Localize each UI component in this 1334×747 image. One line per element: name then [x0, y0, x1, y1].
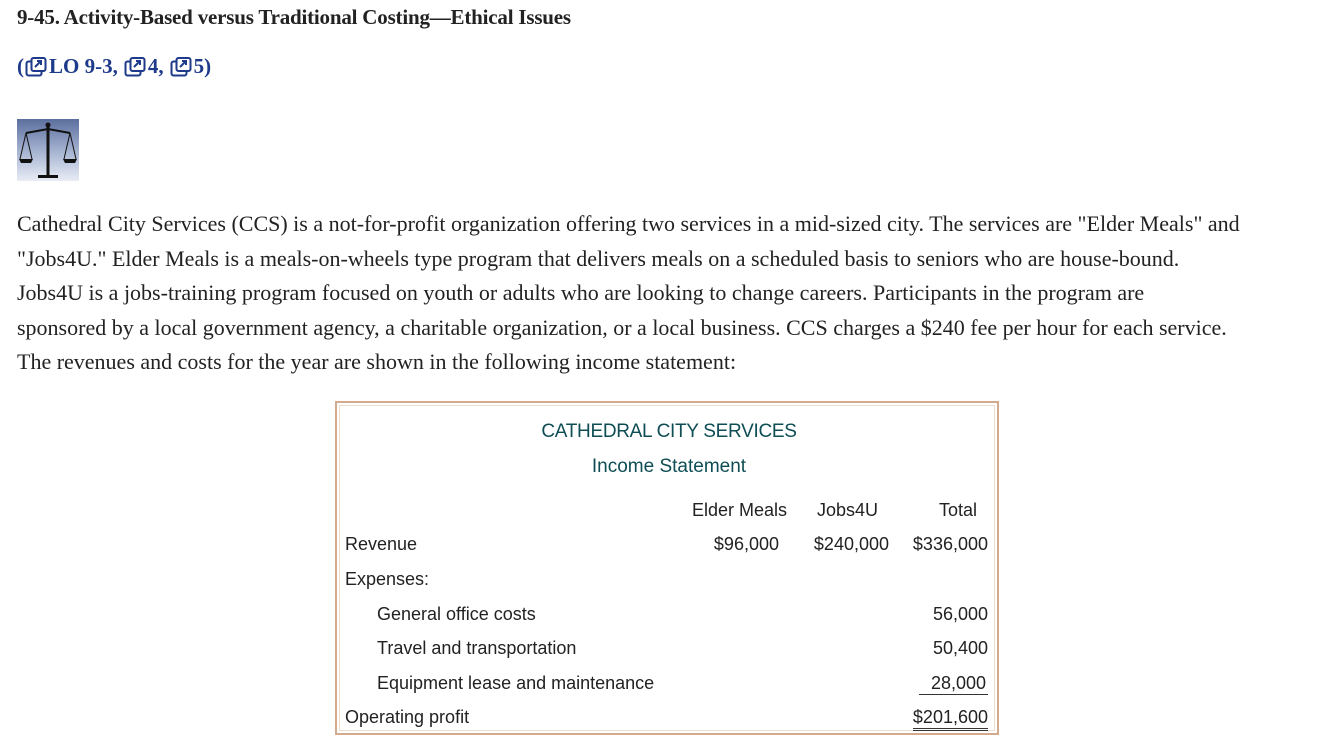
- operating-profit-total: $201,600: [913, 707, 988, 731]
- paragraph-line: The revenues and costs for the year are shown in the following income statement:: [17, 349, 737, 374]
- expense-label-general-office: General office costs: [377, 604, 536, 624]
- revenue-elder-meals: $96,000: [713, 534, 779, 554]
- column-header-jobs4u: Jobs4U: [817, 500, 879, 520]
- lo-link-label: 4,: [147, 54, 164, 78]
- expense-label-equipment: Equipment lease and maintenance: [377, 673, 655, 693]
- lo-link-label: LO 9-3,: [49, 54, 118, 78]
- lo-link-4[interactable]: [123, 54, 164, 79]
- expense-label-travel: Travel and transportation: [377, 638, 577, 658]
- paragraph-line: Jobs4U is a jobs-training program focused on youth or adults who are looking to change careers. Participants in the program are: [17, 280, 1145, 305]
- paragraph-line: sponsored by a local government agency, a charitable organization, or a local business. CCS charges a $240 fee per hour for each service.: [17, 314, 1227, 340]
- operating-profit-label: Operating profit: [345, 707, 470, 727]
- expenses-label: Expenses:: [345, 569, 430, 589]
- revenue-label: Revenue: [345, 534, 418, 554]
- scales-of-justice-icon: [17, 119, 79, 181]
- external-link-icon: [170, 57, 192, 77]
- statement-subtitle: Income Statement: [591, 456, 747, 477]
- external-link-icon: [124, 57, 146, 77]
- lo-link-label: 5: [193, 54, 205, 78]
- lo-link-5[interactable]: [169, 54, 205, 79]
- expense-value-equipment: 28,000: [919, 673, 988, 695]
- problem-title: 9-45. Activity-Based versus Traditional Costing—Ethical Issues: [17, 5, 571, 29]
- expense-value-general-office: 56,000: [932, 604, 988, 624]
- paragraph-line: "Jobs4U." Elder Meals is a meals-on-wheels type program that delivers meals on a scheduled basis to seniors who are house-bound.: [17, 245, 1180, 271]
- statement-company: CATHEDRAL CITY SERVICES: [541, 421, 797, 442]
- problem-description: [17, 207, 1322, 380]
- lo-open-paren: (: [17, 54, 24, 78]
- column-header-total: Total: [938, 500, 977, 520]
- external-link-icon: [25, 57, 47, 77]
- lo-link-9-3[interactable]: [24, 54, 118, 79]
- revenue-total: $336,000: [912, 534, 988, 554]
- income-statement: [335, 401, 999, 735]
- paragraph-line: Cathedral City Services (CCS) is a not-for-profit organization offering two services in a mid-sized city. The services are "Elder Meals" and: [17, 211, 1240, 236]
- column-header-elder-meals: Elder Meals: [692, 500, 788, 520]
- revenue-jobs4u: $240,000: [813, 534, 889, 554]
- learning-objectives: [17, 54, 211, 79]
- expense-value-travel: 50,400: [932, 638, 988, 658]
- lo-close-paren: ): [204, 54, 212, 78]
